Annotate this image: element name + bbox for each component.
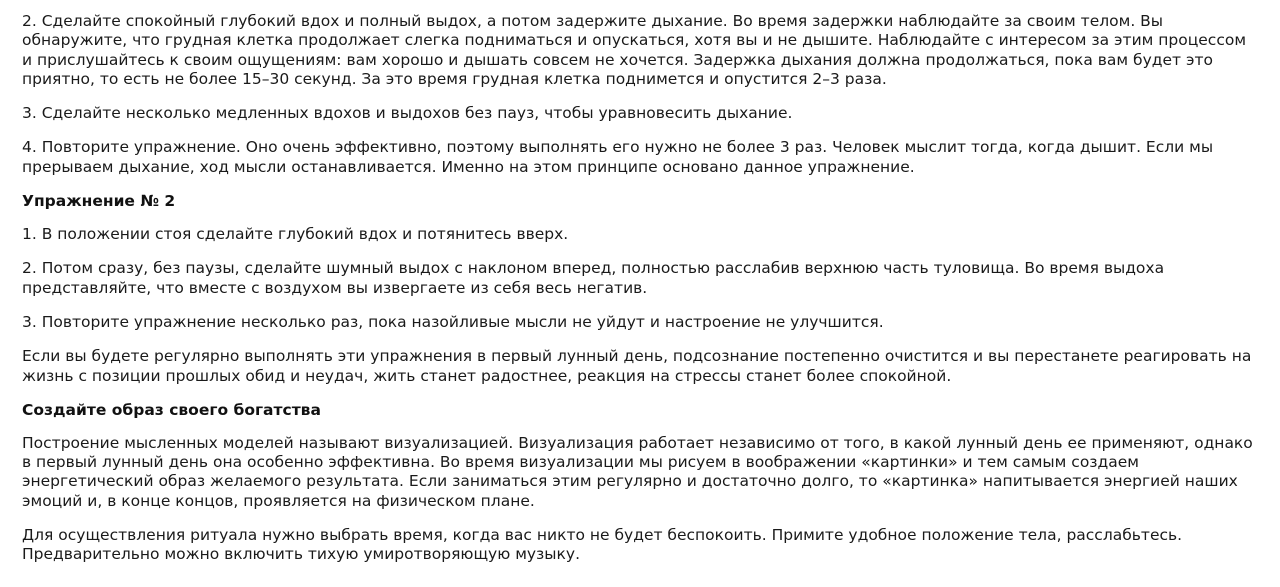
paragraph-ritual: Для осуществления ритуала нужно выбрать время, когда вас никто не будет беспокоить. Примите удобное положение тела, расслабьтесь. Предварительно можно включить тихую умиротворяющую музыку.	[22, 526, 1183, 564]
heading-wealth-image: Создайте образ своего богатства	[22, 400, 321, 419]
paragraph-exercise-2-step-2: 2. Потом сразу, без паузы, сделайте шумный выдох с наклоном вперед, полностью расслабив верхнюю часть туловища. Во время выдоха представляйте, что вместе с воздухом вы извергаете из себя весь негатив.	[22, 259, 1165, 297]
paragraph-summary: Если вы будете регулярно выполнять эти упражнения в первый лунный день, подсознание постепенно очистится и вы перестанете реагировать на жизнь с позиции прошлых обид и неудач, жить станет радостнее, реакция на стрессы станет более спокойной.	[22, 347, 1252, 385]
paragraph-step-3: 3. Сделайте несколько медленных вдохов и выдохов без пауз, чтобы уравновесить дыхание.	[22, 104, 793, 123]
paragraph-step-2: 2. Сделайте спокойный глубокий вдох и полный выдох, а потом задержите дыхание. Во время задержки наблюдайте за своим телом. Вы обнаружите, что грудная клетка продолжает слегка подниматься и опускаться, хотя вы и не дышите. Наблюдайте с интересом за этим процессом и прислушайтесь к своим ощущениям: вам хорошо и дышать совсем не хочется. Задержка дыхания должна продолжаться, пока вам будет это приятно, то есть не более 15–30 секунд. За это время грудная клетка поднимется и опустится 2–3 раза.	[22, 12, 1247, 88]
heading-exercise-2: Упражнение № 2	[22, 192, 176, 211]
paragraph-visualization: Построение мысленных моделей называют визуализацией. Визуализация работает независимо от того, в какой лунный день ее применяют, однако в первый лунный день она особенно эффективна. Во время визуализации мы рисуем в воображении «картинки» и тем самым создаем энергетический образ желаемого результата. Если заниматься этим регулярно и достаточно долго, то «картинка» напитывается энергией наших эмоций и, в конце концов, проявляется на физическом плане.	[22, 433, 1253, 510]
paragraph-exercise-2-step-3: 3. Повторите упражнение несколько раз, пока назойливые мысли не уйдут и настроение не улучшится.	[22, 312, 884, 331]
paragraph-exercise-2-step-1: 1. В положении стоя сделайте глубокий вдох и потянитесь вверх.	[22, 225, 569, 244]
article-body	[22, 12, 1258, 580]
paragraph-step-4: 4. Повторите упражнение. Оно очень эффективно, поэтому выполнять его нужно не более 3 раз. Человек мыслит тогда, когда дышит. Если мы прерываем дыхание, ход мысли останавливается. Именно на этом принципе основано данное упражнение.	[22, 138, 1214, 176]
